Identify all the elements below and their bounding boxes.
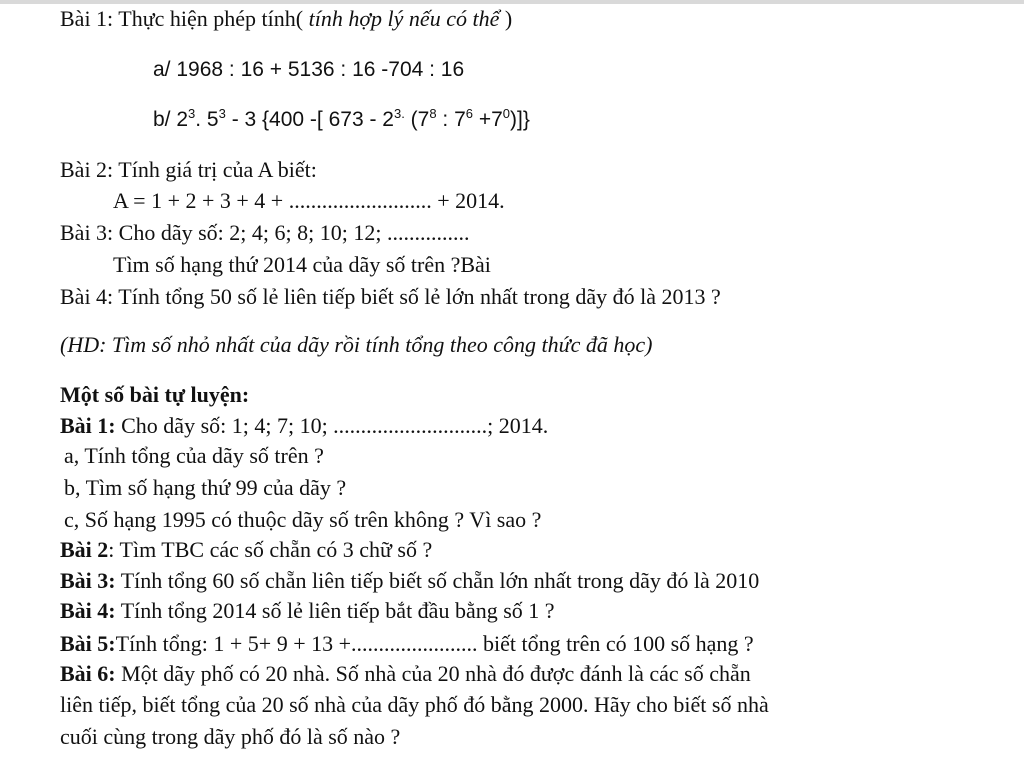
bai1-b-exp-5: 6 [465,106,473,121]
bai1-part-a: a/ 1968 : 16 + 5136 : 16 -704 : 16 [153,58,465,81]
bai2-formula-start: A = 1 + 2 + 3 + 4 + [113,188,289,213]
bai1-b-text-1: b/ 2 [153,108,189,131]
practice-bai6-label: Bài 6: [60,661,116,686]
bai1-b-text-6: +7 [472,108,503,131]
bai1-title-prefix: Bài 1: Thực hiện phép tính( [60,6,304,31]
practice-bai5 [60,631,754,657]
bai1-b-text-3: - 3 {400 -[ 673 - 2 [225,108,394,131]
practice-bai3 [60,568,759,594]
practice-bai5-label: Bài 5: [60,631,116,656]
practice-bai2-text: : Tìm TBC các số chẵn có 3 chữ số ? [108,537,433,562]
practice-bai6-line1 [60,661,751,687]
practice-bai4-text: Tính tổng 2014 số lẻ liên tiếp bắt đầu bằng số 1 ? [115,598,555,623]
bai1-title-italic: tính hợp lý nếu có thể [303,6,500,31]
practice-bai4 [60,598,555,624]
practice-bai6-line2: liên tiếp, biết tổng của 20 số nhà của dãy phố đó bằng 2000. Hãy cho biết số nhà [60,692,769,717]
practice-bai6-line3: cuối cùng trong dãy phố đó là số nào ? [60,724,401,749]
practice-bai3-text: Tính tổng 60 số chẵn liên tiếp biết số chẵn lớn nhất trong dãy đó là 2010 [115,568,760,593]
practice-bai6-text1: Một dãy phố có 20 nhà. Số nhà của 20 nhà đó được đánh là các số chẵn [115,661,751,686]
practice-bai1-a: a, Tính tổng của dãy số trên ? [64,443,324,468]
bai1-title [60,6,512,32]
top-border [0,0,1024,4]
practice-bai1 [60,413,548,439]
bai1-b-exp-1: 3 [188,106,196,121]
practice-bai1-c: c, Số hạng 1995 có thuộc dãy số trên không ? Vì sao ? [64,507,542,532]
practice-heading: Một số bài tự luyện: [60,382,250,407]
practice-bai3-label: Bài 3: [60,568,116,593]
practice-bai1-label: Bài 1: [60,413,116,438]
bai1-b-text-2: . 5 [195,108,219,131]
practice-bai2-label: Bài 2 [60,537,109,562]
bai3-line1: Bài 3: Cho dãy số: 2; 4; 6; 8; 10; 12; ............... [60,220,470,245]
practice-bai1-text: Cho dãy số: 1; 4; 7; 10; ............................; 2014. [115,413,549,438]
bai1-b-text-5: : 7 [436,108,466,131]
bai4-text: Bài 4: Tính tổng 50 số lẻ liên tiếp biết số lẻ lớn nhất trong dãy đó là 2013 ? [60,284,721,309]
bai1-part-b [153,107,530,133]
bai3-line2: Tìm số hạng thứ 2014 của dãy số trên ?Bài [113,252,491,277]
bai1-title-suffix: ) [499,6,513,31]
practice-bai1-b: b, Tìm số hạng thứ 99 của dãy ? [64,475,347,500]
bai2-formula [113,188,505,214]
bai1-b-exp-3: 3. [393,106,405,121]
bai4-hint: (HD: Tìm số nhỏ nhất của dãy rồi tính tổng theo công thức đã học) [60,332,653,357]
bai1-b-exp-4: 8 [429,106,437,121]
bai1-b-text-4: (7 [404,108,430,131]
practice-bai2 [60,537,432,563]
bai1-b-text-7: )]} [510,108,530,131]
bai2-title: Bài 2: Tính giá trị của A biết: [60,157,317,182]
bai2-formula-dots: .......................... [288,188,432,213]
practice-bai4-label: Bài 4: [60,598,116,623]
bai2-formula-end: + 2014. [431,188,505,213]
bai1-b-exp-2: 3 [218,106,226,121]
practice-bai5-text: Tính tổng: 1 + 5+ 9 + 13 +....................... biết tổng trên có 100 số hạng ? [115,631,754,656]
bai1-b-exp-6: 0 [502,106,510,121]
